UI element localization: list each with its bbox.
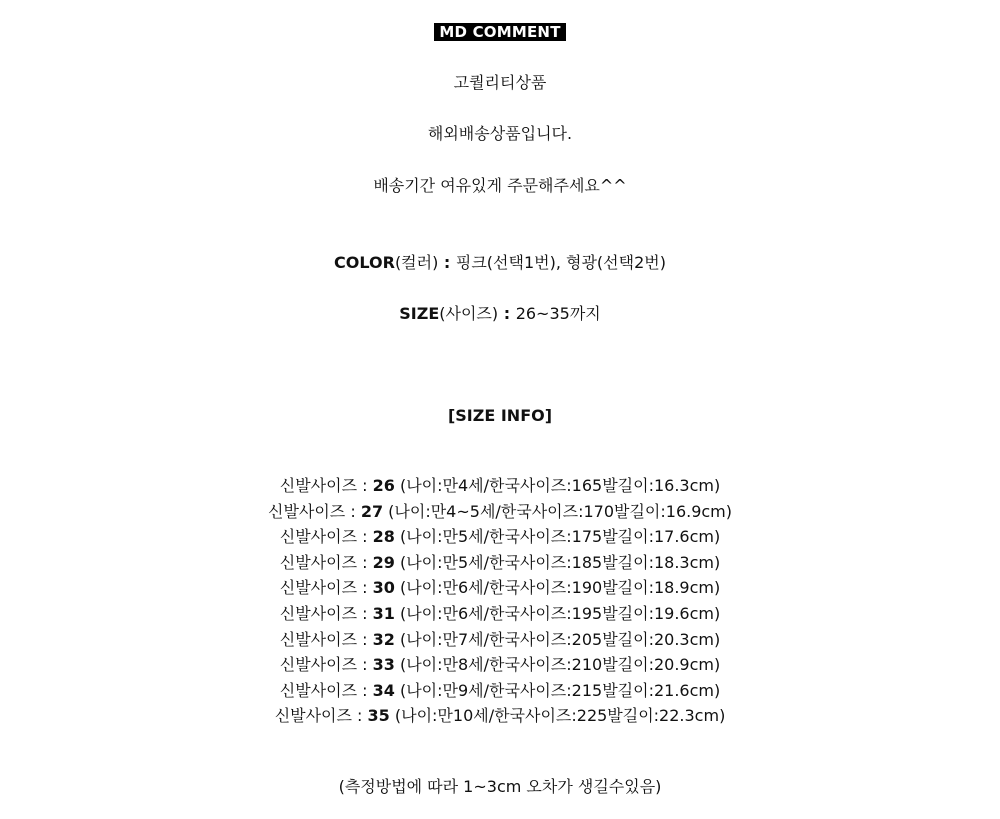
size-row bbox=[0, 577, 1000, 599]
size-row-size: 27 bbox=[360, 501, 384, 521]
size-row-size: 29 bbox=[372, 552, 395, 572]
size-line bbox=[0, 303, 1000, 325]
size-row-detail: (나이:만5세/한국사이즈:175발길이:17.6cm) bbox=[394, 527, 721, 547]
size-separator: : bbox=[498, 304, 516, 323]
quality-text: 고퀄리티상품 bbox=[453, 73, 547, 92]
size-row-prefix: 신발사이즈 : bbox=[267, 501, 361, 521]
size-row-prefix: 신발사이즈 : bbox=[279, 655, 373, 675]
size-row-prefix: 신발사이즈 : bbox=[279, 527, 373, 547]
size-row-detail: (나이:만9세/한국사이즈:215발길이:21.6cm) bbox=[394, 680, 721, 700]
size-row-size: 28 bbox=[372, 527, 395, 547]
size-row-prefix: 신발사이즈 : bbox=[279, 680, 373, 700]
size-row-prefix: 신발사이즈 : bbox=[279, 476, 373, 495]
size-row-size: 31 bbox=[372, 604, 395, 623]
size-row-prefix: 신발사이즈 : bbox=[279, 578, 373, 598]
md-comment-header bbox=[0, 21, 1000, 43]
size-row bbox=[0, 526, 1000, 548]
size-row bbox=[0, 654, 1000, 676]
size-row-size: 30 bbox=[372, 578, 395, 598]
size-row bbox=[0, 705, 1000, 727]
size-row-prefix: 신발사이즈 : bbox=[279, 629, 373, 649]
size-row bbox=[0, 680, 1000, 702]
size-row-size: 32 bbox=[372, 629, 395, 649]
size-row bbox=[0, 629, 1000, 651]
size-key: SIZE bbox=[399, 304, 440, 323]
size-row-detail: (나이:만10세/한국사이즈:225발길이:22.3cm) bbox=[389, 706, 726, 726]
size-row bbox=[0, 552, 1000, 574]
color-key: COLOR bbox=[334, 253, 395, 272]
size-row-size: 34 bbox=[372, 680, 395, 700]
size-row-detail: (나이:만4~5세/한국사이즈:170발길이:16.9cm) bbox=[383, 501, 733, 521]
size-key-kr: (사이즈) bbox=[439, 304, 499, 323]
size-row bbox=[0, 603, 1000, 625]
md-comment-badge: MD COMMENT bbox=[434, 23, 565, 41]
size-row bbox=[0, 501, 1000, 523]
size-row-detail: (나이:만6세/한국사이즈:190발길이:18.9cm) bbox=[394, 578, 721, 598]
size-row-prefix: 신발사이즈 : bbox=[274, 706, 368, 726]
size-info-title: [SIZE INFO] bbox=[447, 406, 553, 425]
size-row-detail: (나이:만6세/한국사이즈:195발길이:19.6cm) bbox=[394, 604, 721, 623]
measurement-note: (측정방법에 따라 1~3cm 오차가 생길수있음) bbox=[338, 777, 662, 796]
color-key-kr: (컬러) bbox=[394, 253, 439, 272]
color-value: 핑크(선택1번), 형광(선택2번) bbox=[455, 253, 666, 272]
color-line bbox=[0, 252, 1000, 274]
size-row-size: 35 bbox=[367, 706, 390, 726]
color-separator: : bbox=[438, 253, 456, 272]
size-value: 26~35까지 bbox=[515, 304, 601, 323]
delivery-note-text: 배송기간 여유있게 주문해주세요^^ bbox=[373, 176, 627, 195]
size-row-detail: (나이:만8세/한국사이즈:210발길이:20.9cm) bbox=[394, 655, 721, 675]
size-row bbox=[0, 475, 1000, 497]
size-row-detail: (나이:만4세/한국사이즈:165발길이:16.3cm) bbox=[394, 476, 721, 495]
size-row-prefix: 신발사이즈 : bbox=[279, 552, 373, 572]
size-row-size: 33 bbox=[372, 655, 395, 675]
size-row-size: 26 bbox=[372, 476, 395, 495]
overseas-shipping-text: 해외배송상품입니다. bbox=[427, 124, 573, 143]
size-row-detail: (나이:만5세/한국사이즈:185발길이:18.3cm) bbox=[394, 552, 721, 572]
size-row-prefix: 신발사이즈 : bbox=[279, 604, 373, 623]
size-row-detail: (나이:만7세/한국사이즈:205발길이:20.3cm) bbox=[394, 629, 721, 649]
